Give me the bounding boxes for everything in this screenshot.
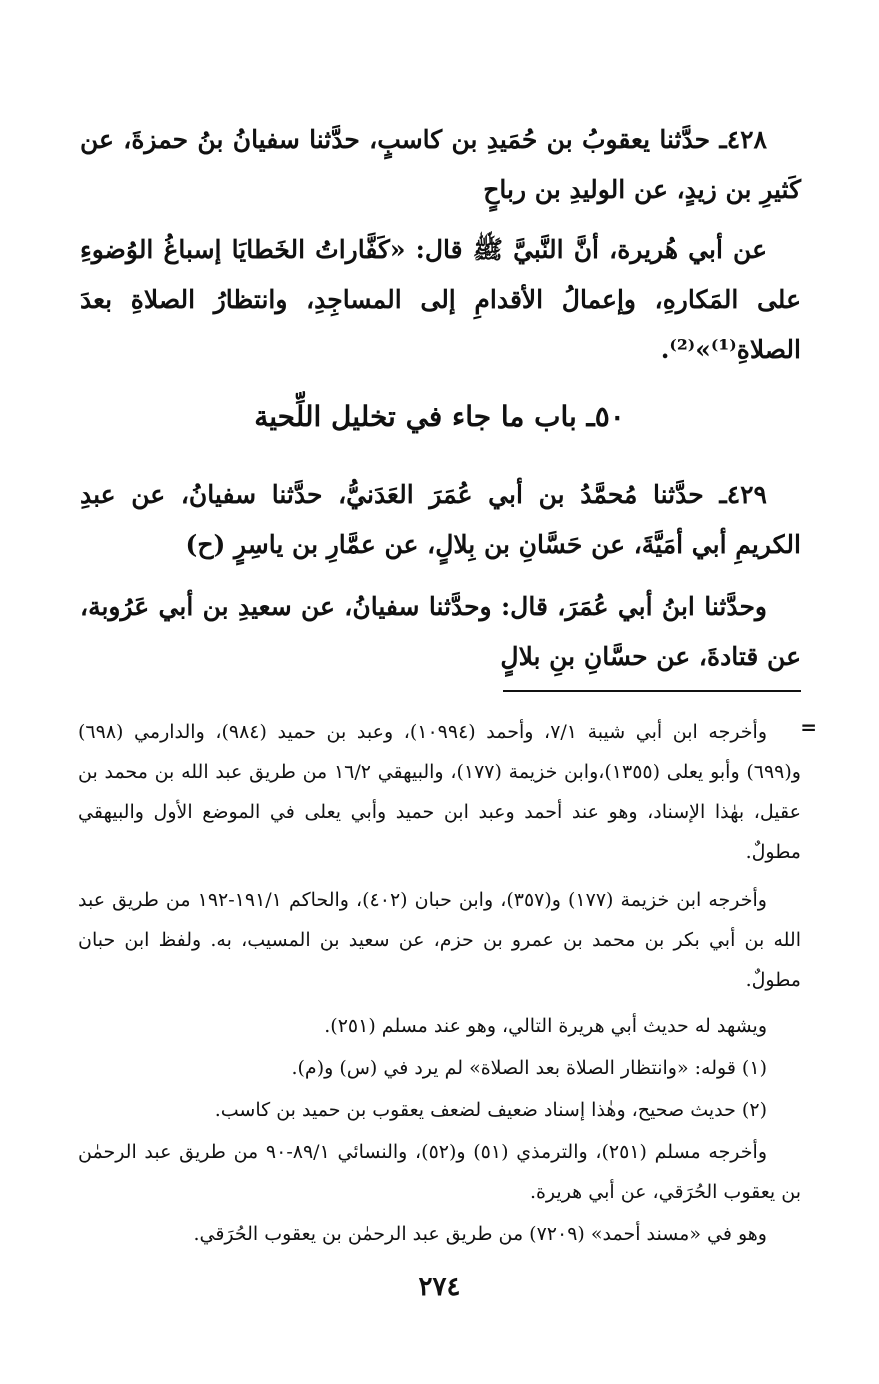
hadith-428-text: عن أبي هُريرة، أنَّ النَّبيَّ ﷺ قال: «كَفَّاراتُ الخَطايَا إسباغُ الوُضوءِ على المَكارهِ، وإعمالُ الأقدامِ إلى المساجِدِ، وانتظارُ الصلاةِ بعدَ الصلاةِ⁽¹⁾»⁽²⁾. [80, 235, 801, 364]
footnote-paragraph: وأخرجه مسلم (٢٥١)، والترمذي (٥١) و(٥٢)، والنسائي ٨٩/١-٩٠ من طريق عبد الرحمٰن بن يعقوب الحُرَقي، عن أبي هريرة. [78, 1141, 801, 1203]
hadith-428-chain: ٤٢٨ـ حدَّثنا يعقوبُ بن حُمَيدِ بن كاسبٍ، حدَّثنا سفيانُ بنُ حمزةَ، عن كَثيرِ بن زيدٍ، عن الوليدِ بن رباحٍ [80, 125, 801, 204]
footnote-paragraph: ويشهد له حديث أبي هريرة التالي، وهو عند مسلم (٢٥١). [324, 1015, 767, 1037]
footnote-paragraph: وهو في «مسند أحمد» (٧٢٠٩) من طريق عبد الرحمٰن بن يعقوب الحُرَقي. [193, 1223, 767, 1245]
footnote-divider [503, 690, 801, 692]
chapter-heading: ٥٠ـ باب ما جاء في تخليل اللِّحية [254, 400, 625, 433]
page-number: ٢٧٤ [418, 1272, 461, 1302]
hadith-429-chain-2: وحدَّثنا ابنُ أبي عُمَرَ، قال: وحدَّثنا سفيانُ، عن سعيدِ بن أبي عَرُوبة، عن قتادةَ، عن حسَّانِ بنِ بلالٍ [80, 592, 801, 671]
footnote-paragraph: وأخرجه ابن أبي شيبة ٧/١، وأحمد (١٠٩٩٤)، وعبد بن حميد (٩٨٤)، والدارمي (٦٩٨) و(٦٩٩) وأبو يعلى (١٣٥٥)،وابن خزيمة (١٧٧)، والبيهقي ١٦/٢ من طريق عبد الله بن محمد بن عقيل، بهٰذا الإسناد، وهو عند أحمد وعبد ابن حميد وأبي يعلى في الموضع الأول والبيهقي مطولٌ. [78, 721, 801, 863]
footnote-2: (٢) حديث صحيح، وهٰذا إسناد ضعيف لضعف يعقوب بن حميد بن كاسب. [214, 1099, 767, 1121]
hadith-429-chain-1: ٤٢٩ـ حدَّثنا مُحمَّدُ بن أبي عُمَرَ العَدَنيُّ، حدَّثنا سفيانُ، عن عبدِ الكريمِ أبي أمَيَّةَ، عن حَسَّانِ بن بِلالٍ، عن عمَّارِ بن ياسِرٍ (ح) [80, 480, 801, 559]
footnote-1: (١) قوله: «وانتظار الصلاة بعد الصلاة» لم يرد في (س) و(م). [291, 1057, 767, 1079]
footnote-paragraph: وأخرجه ابن خزيمة (١٧٧) و(٣٥٧)، وابن حبان (٤٠٢)، والحاكم ١٩١/١-١٩٢ من طريق عبد الله بن أبي بكر بن محمد بن عمرو بن حزم، عن سعيد بن المسيب، به. ولفظ ابن حبان مطولٌ. [78, 889, 801, 991]
footnote-continuation-mark: = [800, 715, 817, 739]
